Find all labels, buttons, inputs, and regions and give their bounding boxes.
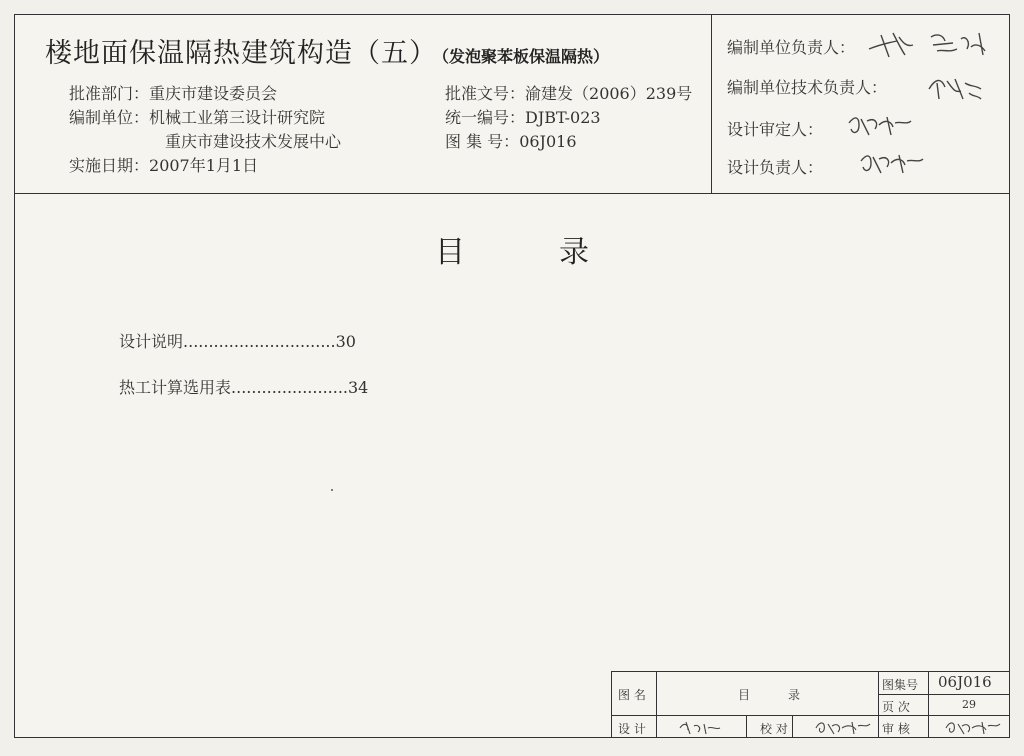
compile-unit-value-2: 重庆市建设技术发展中心 bbox=[165, 132, 342, 151]
compile-unit-label: 编制单位： bbox=[69, 108, 150, 127]
stray-dot bbox=[331, 489, 333, 491]
toc-entry-design-notes[interactable] bbox=[119, 329, 356, 352]
page-value: 29 bbox=[962, 698, 976, 711]
design-label: 设 计 bbox=[618, 722, 646, 736]
title-block-divider bbox=[878, 672, 879, 738]
approval-dept-label: 批准部门： bbox=[69, 84, 150, 103]
effective-date-label: 实施日期： bbox=[69, 156, 150, 175]
toc-title bbox=[435, 227, 589, 271]
approval-doc-row bbox=[445, 81, 692, 104]
toc-title-char-1: 目 bbox=[435, 235, 465, 270]
title-block-divider bbox=[746, 715, 747, 738]
unified-no-value: DJBT-023 bbox=[525, 108, 601, 127]
approval-doc-value: 渝建发（2006）239号 bbox=[525, 84, 693, 103]
drawing-name-label: 图 名 bbox=[618, 688, 646, 702]
toc-entry-label: 设计说明 bbox=[119, 332, 184, 351]
compile-unit-row bbox=[69, 105, 325, 128]
approval-dept-value: 重庆市建设委员会 bbox=[149, 84, 278, 103]
tech-resp-label: 编制单位技术负责人： bbox=[727, 78, 888, 97]
atlas-no-value: 06J016 bbox=[938, 673, 992, 691]
resp-person-row bbox=[727, 35, 855, 58]
design-resp-row bbox=[727, 155, 823, 178]
effective-date-row bbox=[69, 153, 258, 176]
header-block bbox=[15, 15, 1009, 194]
design-resp-label: 设计负责人： bbox=[727, 158, 824, 177]
toc-entry-dots: .............................. bbox=[183, 332, 336, 351]
review-label: 审 核 bbox=[882, 722, 910, 736]
design-reviewer-label: 设计审定人： bbox=[727, 120, 824, 139]
atlas-no-row bbox=[445, 129, 577, 152]
title-row bbox=[45, 31, 609, 70]
toc-entry-page: 34 bbox=[348, 378, 369, 397]
signature-checker bbox=[812, 716, 872, 736]
drawing-name-value-2: 录 bbox=[788, 688, 801, 702]
header-left-panel bbox=[15, 15, 712, 193]
drawing-name-value-1: 目 bbox=[738, 688, 751, 702]
page-subtitle: （发泡聚苯板保温隔热） bbox=[441, 47, 610, 66]
page-label: 页 次 bbox=[882, 700, 910, 714]
toc-entry-dots: ....................... bbox=[231, 378, 348, 397]
compile-unit-value-1: 机械工业第三设计研究院 bbox=[149, 108, 326, 127]
toc-entry-label: 热工计算选用表 bbox=[119, 378, 232, 397]
title-block-divider bbox=[878, 694, 1010, 695]
signature-designer bbox=[676, 718, 726, 736]
title-block bbox=[611, 671, 1009, 737]
signature-tech-resp bbox=[925, 69, 985, 103]
atlas-no-label: 图 集 号： bbox=[445, 132, 520, 151]
signature-design-resp bbox=[857, 147, 927, 177]
compile-unit-row-2 bbox=[165, 129, 341, 152]
design-reviewer-row bbox=[727, 117, 823, 140]
toc-entry-thermal-table[interactable] bbox=[119, 375, 368, 398]
page-title: 楼地面保温隔热建筑构造（五） bbox=[45, 38, 437, 69]
toc-entry-page: 30 bbox=[335, 332, 356, 351]
unified-no-label: 统一编号： bbox=[445, 108, 526, 127]
check-label: 校 对 bbox=[760, 722, 788, 736]
effective-date-value: 2007年1月1日 bbox=[149, 156, 259, 175]
atlas-no-label: 图集号 bbox=[882, 678, 919, 692]
title-block-divider bbox=[656, 672, 657, 738]
resp-person-label: 编制单位负责人： bbox=[727, 38, 856, 57]
title-block-divider bbox=[928, 672, 929, 738]
signature-design-reviewer bbox=[845, 109, 915, 139]
signature-resp-person bbox=[867, 27, 997, 61]
atlas-no-value: 06J016 bbox=[519, 132, 577, 151]
tech-resp-row bbox=[727, 75, 887, 98]
toc-title-char-2: 录 bbox=[559, 235, 589, 270]
approval-dept-row bbox=[69, 81, 277, 104]
title-block-divider bbox=[792, 715, 793, 738]
drawing-sheet bbox=[14, 14, 1010, 738]
signature-reviewer bbox=[942, 716, 1002, 736]
unified-no-row bbox=[445, 105, 601, 128]
approval-doc-label: 批准文号： bbox=[445, 84, 526, 103]
